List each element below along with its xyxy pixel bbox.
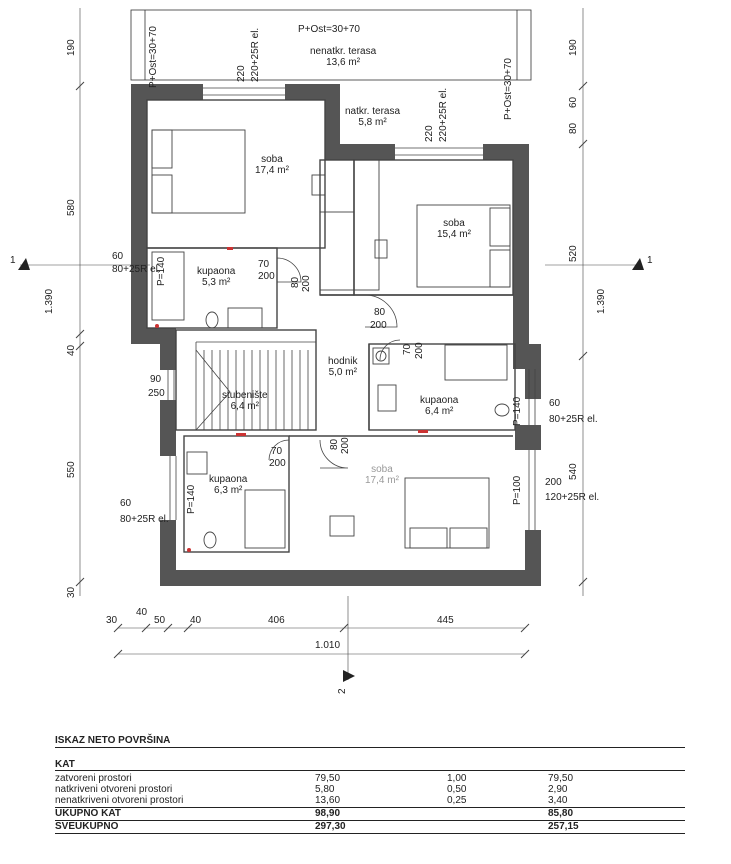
room-bathroom-3: kupaona 6,3 m² xyxy=(209,474,248,496)
table-row: natkriveni otvoreni prostori 5,80 0,50 2,90 xyxy=(55,784,568,795)
window-note: 220+25R el. xyxy=(250,27,261,82)
door-note: 200 xyxy=(258,271,275,282)
door-note: 80 xyxy=(374,307,386,318)
section-arrow-icon xyxy=(18,258,30,270)
door-note: 200 xyxy=(301,275,312,292)
window-note: 60 xyxy=(120,498,132,509)
dimension-label: 445 xyxy=(437,615,454,626)
dimension-total: 1.390 xyxy=(596,288,607,314)
dimension-label: 550 xyxy=(66,461,77,478)
table-row: nenatkriveni otvoreni prostori 13,60 0,25 3,40 xyxy=(55,795,568,806)
window-note: 220 xyxy=(424,125,435,142)
railing-note: P+Ost=30+70 xyxy=(148,26,159,88)
dimension-label: 50 xyxy=(154,615,166,626)
section-label: 1 xyxy=(10,255,16,266)
dimension-label: 580 xyxy=(66,199,77,216)
room-terrace-open: nenatkr. terasa 13,6 m² xyxy=(310,46,377,68)
room-bedroom-1: soba 17,4 m² xyxy=(255,154,289,176)
terrace-railing xyxy=(131,10,531,80)
window-note: 220 xyxy=(236,65,247,82)
room-terrace-covered: natkr. terasa 5,8 m² xyxy=(345,106,401,128)
door-note: 80 xyxy=(329,438,340,450)
door-note: 200 xyxy=(340,437,351,454)
room-bedroom-2: soba 15,4 m² xyxy=(437,218,471,240)
section-label: 1 xyxy=(647,255,653,266)
dimension-label: 60 xyxy=(568,96,579,108)
room-staircase: stubenište 6,4 m² xyxy=(222,390,268,412)
dimension-label: 520 xyxy=(568,245,579,262)
window-note: 90 xyxy=(150,374,162,385)
window-note: 60 xyxy=(112,251,124,262)
divider xyxy=(55,747,685,748)
table-total: SVEUKUPNO 297,30 257,15 xyxy=(55,821,579,832)
railing-note: P+Ost=30+70 xyxy=(298,24,360,35)
parapet-note: P=140 xyxy=(186,484,197,514)
dimension-label: 30 xyxy=(106,615,118,626)
table-title: ISKAZ NETO POVRŠINA xyxy=(55,735,171,746)
parapet-note: P=140 xyxy=(512,396,523,426)
room-bathroom-2: kupaona 6,4 m² xyxy=(420,395,459,417)
door-note: 200 xyxy=(414,342,425,359)
bed xyxy=(152,130,245,213)
window-note: 200 xyxy=(545,477,562,488)
dimension-total: 1.390 xyxy=(44,288,55,314)
window-note: 60 xyxy=(549,398,561,409)
window-note: 80+25R el. xyxy=(549,414,598,425)
parapet-note: P=100 xyxy=(512,475,523,505)
divider xyxy=(55,807,685,808)
dimension-label: 190 xyxy=(66,39,77,56)
dimension-label: 40 xyxy=(190,615,202,626)
window-note: 120+25R el. xyxy=(545,492,600,503)
table-section: KAT xyxy=(55,759,75,770)
parapet-note: P=140 xyxy=(156,256,167,286)
door-note: 200 xyxy=(370,320,387,331)
dimension-label: 540 xyxy=(568,463,579,480)
dimension-total: 1.010 xyxy=(315,640,341,651)
door-note: 200 xyxy=(269,458,286,469)
window-note: 80+25R el. xyxy=(120,514,169,525)
dimension-label: 30 xyxy=(66,586,77,598)
door-note: 80 xyxy=(290,276,301,288)
section-label: 2 xyxy=(337,688,348,694)
door-note: 70 xyxy=(271,446,283,457)
table-row: zatvoreni prostori 79,50 1,00 79,50 xyxy=(55,773,574,784)
room-outline xyxy=(147,100,325,248)
window-note: 250 xyxy=(148,388,165,399)
railing-note: P+Ost=30+70 xyxy=(503,58,514,120)
window-note: 220+25R el. xyxy=(438,87,449,142)
room-bathroom-1: kupaona 5,3 m² xyxy=(197,266,236,288)
window-note: 80+25R el. xyxy=(112,264,161,275)
dimension-label: 40 xyxy=(136,607,148,618)
table-subtotal: UKUPNO KAT 98,90 85,80 xyxy=(55,808,574,819)
room-hallway: hodnik 5,0 m² xyxy=(328,356,358,378)
room-bedroom-3: soba 17,4 m² xyxy=(365,464,399,486)
dimension-label: 406 xyxy=(268,615,285,626)
divider xyxy=(55,833,685,834)
door-note: 70 xyxy=(258,259,270,270)
staircase xyxy=(196,342,316,430)
dimension-label: 40 xyxy=(66,344,77,356)
dimension-label: 80 xyxy=(568,122,579,134)
door-note: 70 xyxy=(402,343,413,355)
dimension-label: 190 xyxy=(568,39,579,56)
divider xyxy=(55,820,685,821)
divider xyxy=(55,770,685,771)
